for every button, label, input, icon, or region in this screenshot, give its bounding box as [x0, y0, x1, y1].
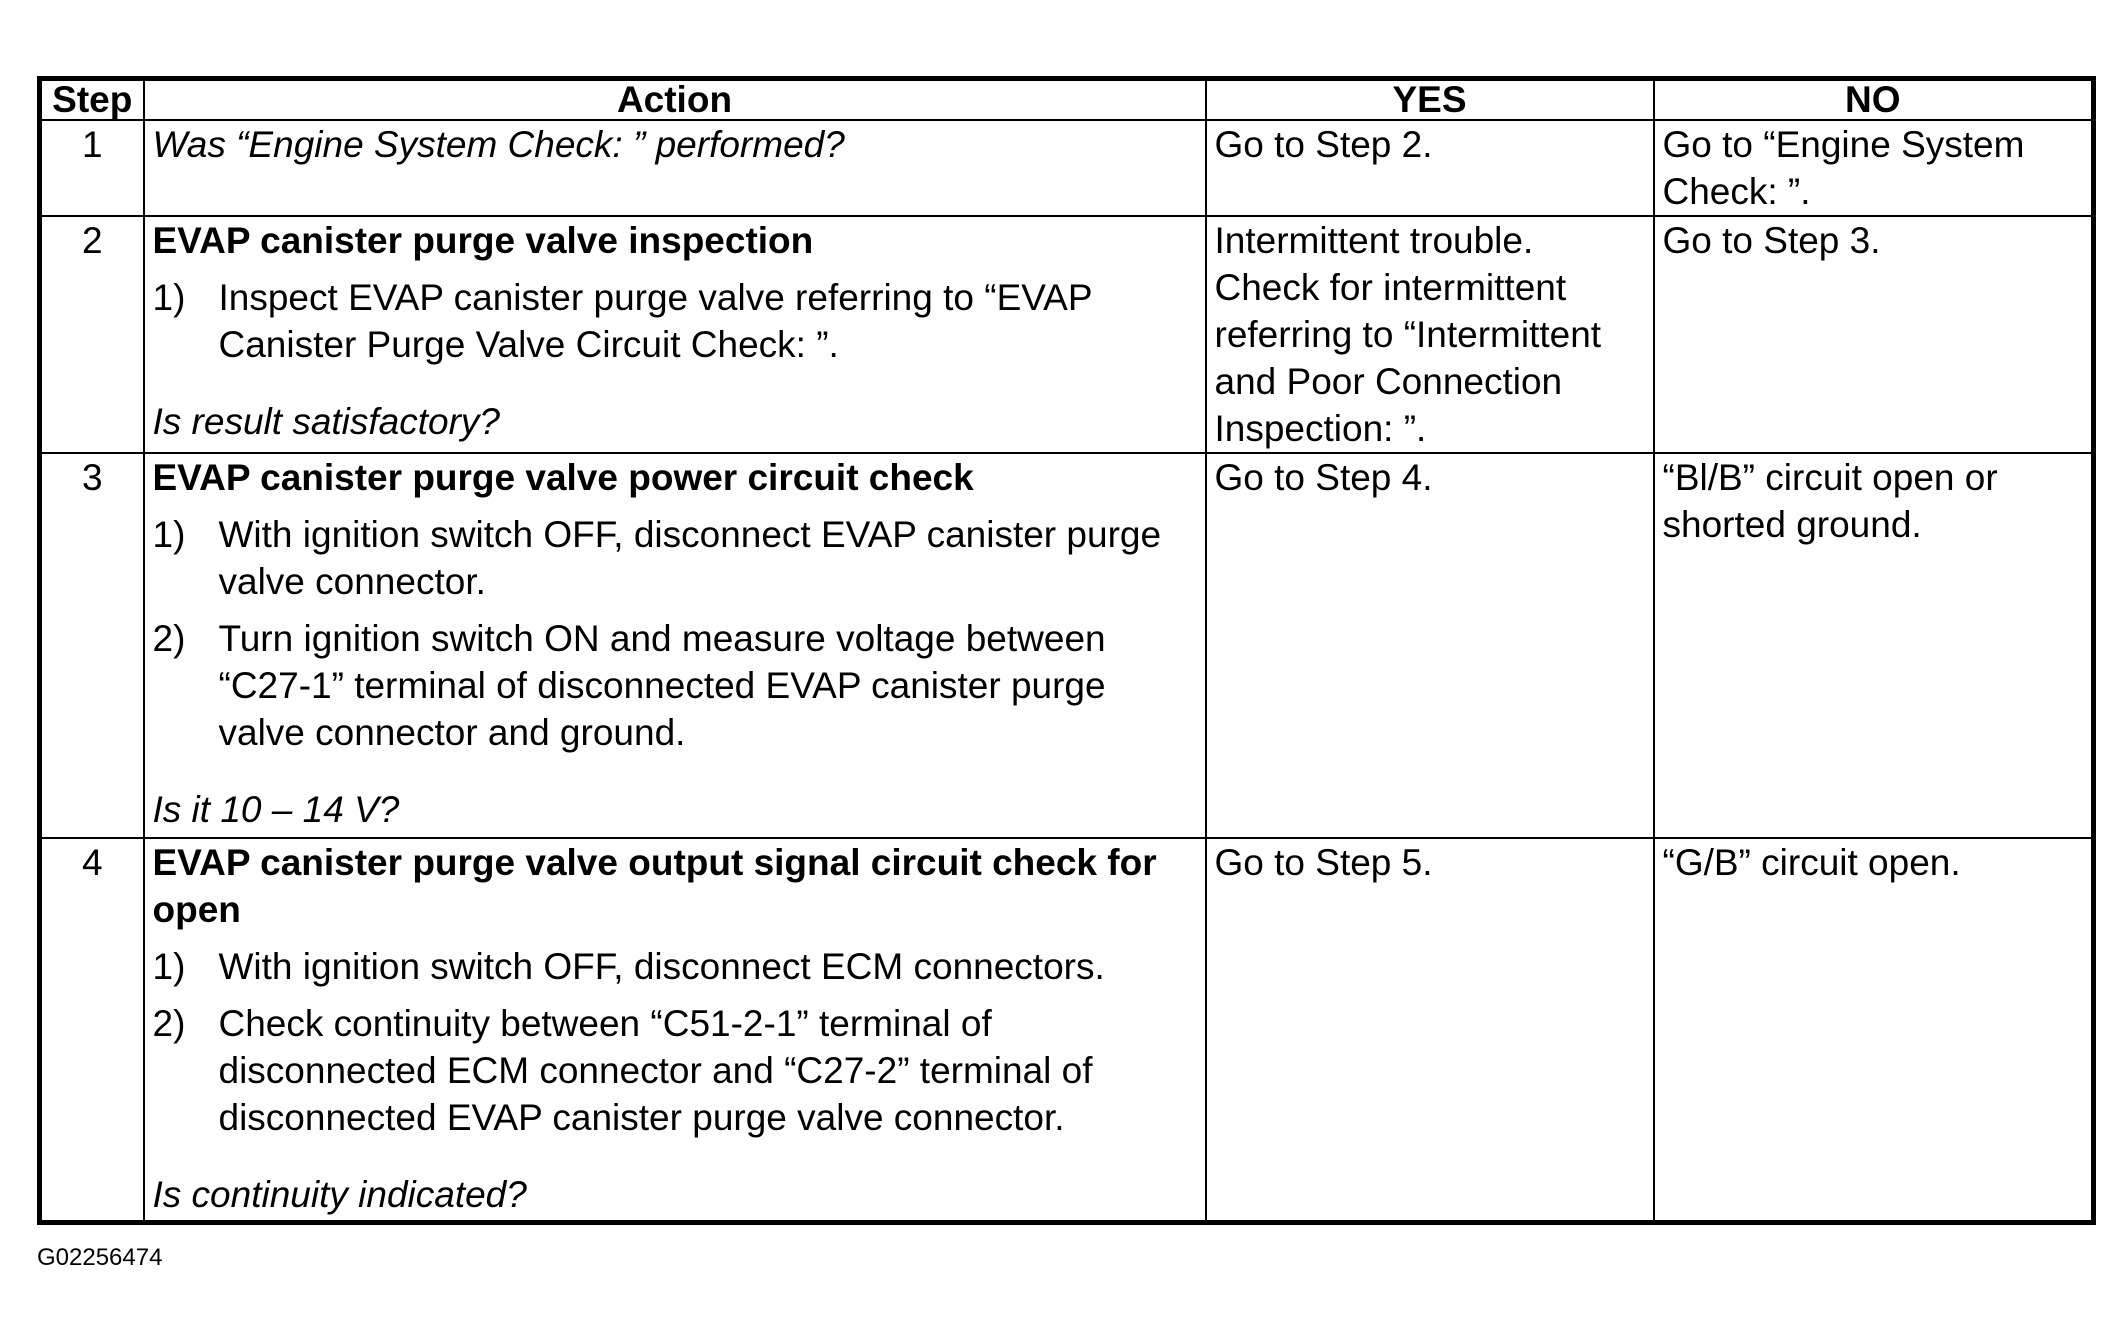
no-result: “G/B” circuit open.: [1654, 838, 2094, 1222]
table-row: [40, 838, 2094, 1222]
yes-result: Intermittent trouble. Check for intermittent referring to “Intermittent and Poor Connection Inspection: ”.: [1206, 216, 1654, 453]
action-cell: [144, 120, 1206, 216]
substep-item: [153, 1000, 1197, 1141]
action-question: Is result satisfactory?: [152, 401, 501, 442]
substep-text: Check continuity between “C51-2-1” terminal of disconnected ECM connector and “C27-2” terminal of disconnected EVAP canister purge valve connector.: [218, 1003, 1093, 1138]
substep-number: 1): [152, 514, 186, 555]
substep-item: [153, 943, 1197, 990]
header-no: NO: [1654, 79, 2094, 121]
yes-result: Go to Step 4.: [1206, 453, 1654, 838]
substep-item: [153, 274, 1197, 368]
action-cell: [144, 453, 1206, 838]
diagnostic-table: [37, 76, 2096, 1225]
action-question: Is it 10 – 14 V?: [152, 789, 400, 830]
substep-text: With ignition switch OFF, disconnect ECM connectors.: [218, 946, 1105, 987]
table-row: [40, 120, 2094, 216]
no-result: Go to “Engine System Check: ”.: [1654, 120, 2094, 216]
action-question: Was “Engine System Check: ” performed?: [152, 124, 845, 165]
substep-list: [153, 274, 1197, 368]
substep-text: Turn ignition switch ON and measure voltage between “C27-1” terminal of disconnected EVAP canister purge valve connector and ground.: [218, 618, 1106, 753]
substep-text: With ignition switch OFF, disconnect EVAP canister purge valve connector.: [218, 514, 1162, 602]
substep-number: 2): [152, 1003, 186, 1044]
substep-item: [153, 511, 1197, 605]
step-number: 4: [40, 838, 144, 1222]
substep-number: 1): [152, 277, 186, 318]
header-step: Step: [40, 79, 144, 121]
substep-number: 1): [152, 946, 186, 987]
table-row: [40, 453, 2094, 838]
substep-item: [153, 615, 1197, 756]
step-number: 3: [40, 453, 144, 838]
step-number: 2: [40, 216, 144, 453]
no-result: Go to Step 3.: [1654, 216, 2094, 453]
step-number: 1: [40, 120, 144, 216]
table-row: [40, 216, 2094, 453]
substep-number: 2): [152, 618, 186, 659]
substep-list: [153, 511, 1197, 756]
substep-list: [153, 943, 1197, 1141]
yes-result: Go to Step 2.: [1206, 120, 1654, 216]
action-cell: [144, 838, 1206, 1222]
substep-text: Inspect EVAP canister purge valve referring to “EVAP Canister Purge Valve Circuit Check: ”.: [218, 277, 1092, 365]
header-action: Action: [144, 79, 1206, 121]
action-cell: [144, 216, 1206, 453]
yes-result: Go to Step 5.: [1206, 838, 1654, 1222]
header-yes: YES: [1206, 79, 1654, 121]
figure-id: G02256474: [37, 1244, 163, 1271]
action-title: EVAP canister purge valve power circuit check: [152, 457, 974, 498]
header-row: [40, 79, 2094, 121]
no-result: “Bl/B” circuit open or shorted ground.: [1654, 453, 2094, 838]
action-title: EVAP canister purge valve output signal circuit check for open: [152, 842, 1157, 930]
action-title: EVAP canister purge valve inspection: [152, 220, 814, 261]
action-question: Is continuity indicated?: [152, 1174, 527, 1215]
